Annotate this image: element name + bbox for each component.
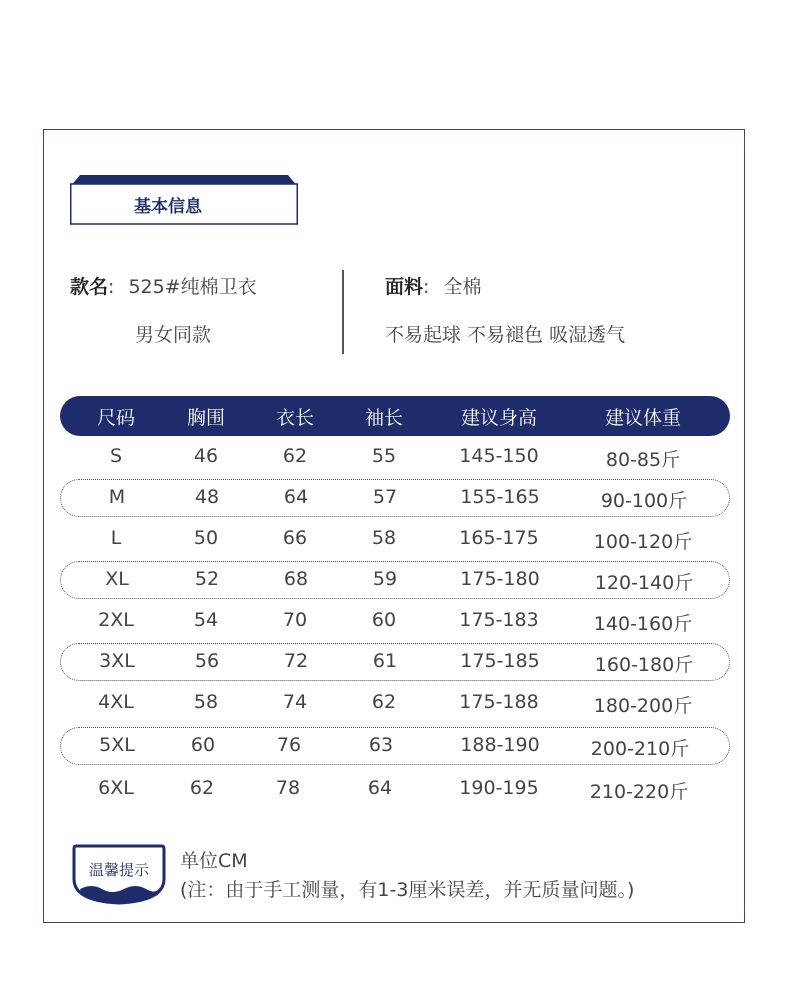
fabric-colon: : [423, 276, 430, 298]
table-row [60, 479, 730, 517]
cell-sleeve: 63 [368, 734, 394, 756]
cell-length: 66 [282, 527, 308, 549]
fabric-label: 面料 [385, 276, 424, 298]
cell-size: 3XL [99, 650, 135, 672]
cell-height: 175-188 [459, 691, 539, 713]
cell-sleeve: 62 [371, 691, 397, 713]
info-divider [342, 270, 344, 354]
cell-size: M [108, 486, 126, 508]
cell-weight: 120-140斤 [594, 572, 694, 594]
table-row [60, 643, 730, 681]
table-row [60, 520, 730, 558]
cell-weight: 80-85斤 [605, 449, 681, 471]
tip-badge [72, 843, 166, 907]
style-name-value: 525#纯棉卫衣 [128, 276, 257, 298]
cell-weight: 90-100斤 [600, 490, 688, 512]
cell-height: 175-180 [460, 568, 540, 590]
fabric-value: 全棉 [443, 276, 482, 298]
cell-length: 72 [283, 650, 309, 672]
unit-note: 单位CM [180, 850, 248, 872]
cell-size: 6XL [98, 777, 134, 799]
cell-height: 175-183 [459, 609, 539, 631]
cell-sleeve: 59 [372, 568, 398, 590]
cell-length: 74 [282, 691, 308, 713]
cell-chest: 58 [193, 691, 219, 713]
cell-height: 188-190 [460, 734, 540, 756]
cell-chest: 46 [193, 445, 219, 467]
table-row [60, 684, 730, 722]
tip-badge-label: 温馨提示 [88, 861, 149, 879]
cell-size: L [110, 527, 122, 549]
cell-weight: 100-120斤 [593, 531, 693, 553]
cell-length: 78 [275, 777, 301, 799]
cell-chest: 50 [193, 527, 219, 549]
cell-length: 76 [276, 734, 302, 756]
cell-length: 68 [283, 568, 309, 590]
table-row [60, 602, 730, 640]
fabric-features: 不易起球 不易褪色 吸湿透气 [385, 324, 626, 346]
cell-height: 175-185 [460, 650, 540, 672]
cell-height: 145-150 [459, 445, 539, 467]
cell-length: 64 [283, 486, 309, 508]
cell-chest: 48 [194, 486, 220, 508]
header-weight: 建议体重 [604, 407, 682, 429]
cell-chest: 56 [194, 650, 220, 672]
header-sleeve: 袖长 [364, 407, 404, 429]
cell-size: 5XL [99, 734, 135, 756]
cell-height: 155-165 [460, 486, 540, 508]
cell-size: 4XL [98, 691, 134, 713]
section-title: 基本信息 [134, 197, 202, 217]
cell-sleeve: 57 [372, 486, 398, 508]
cell-chest: 60 [190, 734, 216, 756]
cell-weight: 160-180斤 [594, 654, 694, 676]
cell-chest: 62 [189, 777, 215, 799]
cell-weight: 200-210斤 [590, 738, 690, 760]
header-chest: 胸围 [186, 407, 226, 429]
header-height: 建议身高 [460, 407, 538, 429]
cell-sleeve: 55 [371, 445, 397, 467]
cell-weight: 210-220斤 [589, 781, 689, 803]
table-row [60, 438, 730, 476]
cell-weight: 140-160斤 [593, 613, 693, 635]
header-size: 尺码 [96, 407, 136, 429]
measurement-note: (注：由于手工测量，有1-3厘米误差，并无质量问题。) [180, 879, 635, 901]
cell-sleeve: 58 [371, 527, 397, 549]
size-table-header [60, 396, 730, 436]
cell-sleeve: 60 [371, 609, 397, 631]
table-row [60, 727, 730, 765]
style-name-label: 款名 [70, 276, 109, 298]
style-name-row [70, 272, 257, 299]
cell-size: S [109, 445, 123, 467]
style-extra: 男女同款 [135, 324, 212, 346]
cell-length: 70 [282, 609, 308, 631]
cell-length: 62 [282, 445, 308, 467]
cell-chest: 52 [194, 568, 220, 590]
cell-sleeve: 64 [367, 777, 393, 799]
cell-height: 190-195 [459, 777, 539, 799]
header-length: 衣长 [275, 407, 315, 429]
cell-size: XL [105, 568, 129, 590]
table-row [60, 561, 730, 599]
cell-size: 2XL [98, 609, 134, 631]
section-header-basic-info [70, 175, 298, 225]
table-row [60, 770, 730, 808]
cell-height: 165-175 [459, 527, 539, 549]
cell-weight: 180-200斤 [593, 695, 693, 717]
cell-chest: 54 [193, 609, 219, 631]
fabric-row [385, 272, 481, 299]
style-colon: : [108, 276, 115, 298]
cell-sleeve: 61 [372, 650, 398, 672]
